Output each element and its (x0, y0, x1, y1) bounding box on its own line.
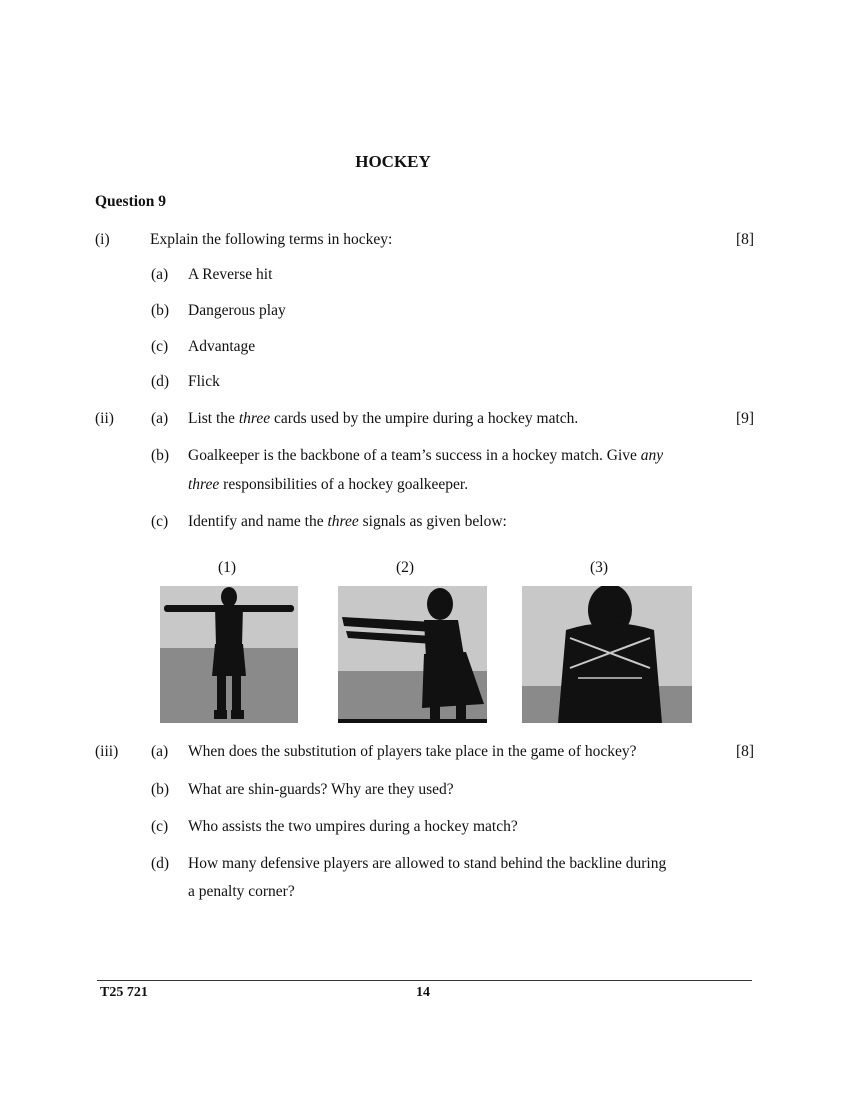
part-i-item-text: Advantage (188, 338, 256, 355)
part-ii-b-text-line1: Goalkeeper is the backbone of a team’s success in a hockey match. Give any (188, 447, 664, 464)
umpire-signal-figure-2 (338, 586, 487, 723)
umpire-signal-figure-1 (160, 586, 298, 723)
part-i-number: (i) (95, 231, 110, 248)
part-ii-c-text: Identify and name the three signals as given below: (188, 513, 507, 530)
page-title: HOCKEY (355, 152, 431, 171)
question-heading: Question 9 (95, 193, 167, 210)
footer-page-number: 14 (416, 985, 430, 1000)
part-ii-b-text-line2: three responsibilities of a hockey goalkeeper. (188, 476, 469, 493)
part-ii-marks: [9] (736, 410, 755, 427)
part-i-item-text: Dangerous play (188, 302, 286, 319)
part-ii-a-letter: (a) (151, 410, 169, 427)
part-iii-item-text: What are shin-guards? Why are they used? (188, 781, 454, 798)
part-i-item-text: A Reverse hit (188, 266, 273, 283)
part-iii-item-text-line1: How many defensive players are allowed to stand behind the backline during (188, 855, 667, 872)
part-iii-item-letter: (d) (151, 855, 170, 872)
footer-paper-code: T25 721 (100, 985, 148, 1000)
figure-1-label: (1) (218, 559, 237, 576)
part-i-item-letter: (b) (151, 302, 170, 319)
footer-rule (97, 980, 752, 981)
part-i-item-letter: (c) (151, 338, 169, 355)
part-ii-b-letter: (b) (151, 447, 170, 464)
part-i-prompt: Explain the following terms in hockey: (150, 231, 393, 248)
part-iii-item-text: Who assists the two umpires during a hockey match? (188, 818, 518, 835)
part-iii-marks: [8] (736, 743, 755, 760)
umpire-arms-outstretched-icon (160, 586, 298, 723)
part-iii-item-letter: (a) (151, 743, 169, 760)
part-iii-item-text: When does the substitution of players take place in the game of hockey? (188, 743, 637, 760)
part-i-item-letter: (a) (151, 266, 169, 283)
figure-2-label: (2) (396, 559, 415, 576)
part-iii-item-letter: (c) (151, 818, 169, 835)
part-ii-c-letter: (c) (151, 513, 169, 530)
part-ii-number: (ii) (95, 410, 114, 427)
part-ii-a-text: List the three cards used by the umpire during a hockey match. (188, 410, 579, 427)
umpire-arms-crossed-icon (522, 586, 692, 723)
part-iii-item-text-line2: a penalty corner? (188, 883, 295, 900)
part-i-item-letter: (d) (151, 373, 170, 390)
figure-3-label: (3) (590, 559, 609, 576)
umpire-arms-forward-icon (338, 586, 487, 723)
part-i-item-text: Flick (188, 373, 220, 390)
part-i-marks: [8] (736, 231, 755, 248)
umpire-signal-figure-3 (522, 586, 692, 723)
part-iii-number: (iii) (95, 743, 119, 760)
part-iii-item-letter: (b) (151, 781, 170, 798)
